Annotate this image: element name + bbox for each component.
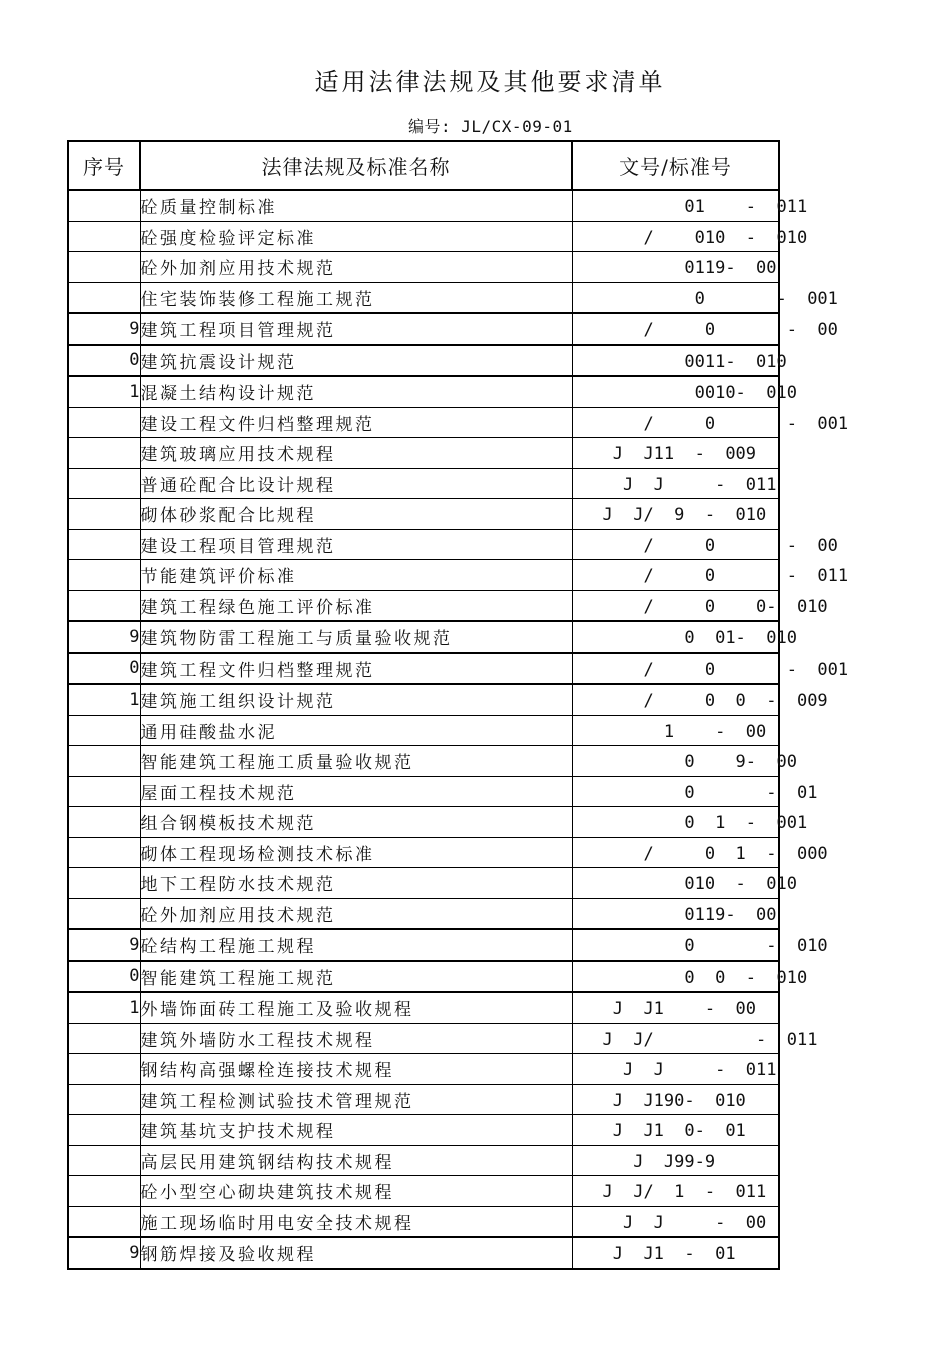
row-regulation-name: 砼质量控制标准 bbox=[140, 190, 572, 221]
row-seq bbox=[68, 499, 140, 530]
row-regulation-name: 建设工程文件归档整理规范 bbox=[140, 407, 572, 438]
row-standard-code: J J - 011 bbox=[602, 1060, 777, 1080]
table-row bbox=[68, 282, 779, 313]
row-code-cell bbox=[572, 776, 818, 807]
row-code-cell bbox=[572, 221, 808, 252]
row-regulation-name: 通用硅酸盐水泥 bbox=[140, 715, 572, 746]
row-seq: 9 bbox=[68, 621, 140, 653]
table-row bbox=[68, 653, 779, 685]
table-row bbox=[68, 252, 779, 283]
row-seq: 0 bbox=[68, 961, 140, 993]
table-row bbox=[68, 345, 779, 377]
row-seq bbox=[68, 776, 140, 807]
row-seq bbox=[68, 590, 140, 621]
row-regulation-name: 智能建筑工程施工质量验收规范 bbox=[140, 746, 572, 777]
row-standard-code: 0 9- 00 bbox=[602, 752, 797, 772]
row-seq: 1 bbox=[68, 376, 140, 407]
row-seq: 0 bbox=[68, 345, 140, 377]
row-standard-code: 1 - 00 bbox=[602, 721, 767, 742]
row-seq bbox=[68, 1054, 140, 1085]
row-seq bbox=[68, 868, 140, 899]
row-code-cell bbox=[572, 1115, 779, 1146]
row-seq bbox=[68, 468, 140, 499]
row-regulation-name: 住宅装饰装修工程施工规范 bbox=[140, 282, 572, 313]
row-code-cell bbox=[572, 1145, 779, 1176]
row-standard-code: 0 01- 010 bbox=[602, 628, 797, 648]
row-standard-code: / 0 - 011 bbox=[602, 566, 849, 586]
row-seq bbox=[68, 1115, 140, 1146]
row-standard-code: 0 - 001 bbox=[602, 288, 838, 309]
table-row bbox=[68, 407, 779, 438]
column-header-code: 文号/标准号 bbox=[572, 141, 779, 190]
row-code-cell bbox=[572, 376, 797, 407]
row-seq bbox=[68, 560, 140, 591]
row-regulation-name: 地下工程防水技术规范 bbox=[140, 868, 572, 899]
row-regulation-name: 建筑基坑支护技术规程 bbox=[140, 1115, 572, 1146]
row-standard-code: J J1 - 00 bbox=[602, 999, 757, 1019]
row-standard-code: / 0 1 - 000 bbox=[602, 843, 828, 864]
row-seq bbox=[68, 898, 140, 929]
row-regulation-name: 建筑工程检测试验技术管理规范 bbox=[140, 1084, 572, 1115]
row-seq bbox=[68, 1023, 140, 1054]
row-regulation-name: 钢筋焊接及验收规程 bbox=[140, 1237, 572, 1269]
row-regulation-name: 砼外加剂应用技术规范 bbox=[140, 898, 572, 929]
table-row bbox=[68, 621, 779, 653]
table-row bbox=[68, 961, 779, 993]
table-row bbox=[68, 190, 779, 221]
row-standard-code: 0 - 010 bbox=[602, 936, 828, 956]
table-row bbox=[68, 776, 779, 807]
row-seq bbox=[68, 1206, 140, 1237]
row-code-cell bbox=[572, 1176, 779, 1207]
row-code-cell bbox=[572, 560, 849, 591]
row-code-cell bbox=[572, 468, 779, 499]
table-row bbox=[68, 560, 779, 591]
row-standard-code: 0 0 - 010 bbox=[602, 967, 808, 988]
row-code-cell bbox=[572, 837, 828, 868]
table-row bbox=[68, 376, 779, 407]
table-row bbox=[68, 807, 779, 838]
table-row bbox=[68, 715, 779, 746]
row-seq bbox=[68, 1145, 140, 1176]
row-seq bbox=[68, 190, 140, 221]
row-regulation-name: 高层民用建筑钢结构技术规程 bbox=[140, 1145, 572, 1176]
table-row bbox=[68, 1054, 779, 1085]
row-regulation-name: 建筑工程绿色施工评价标准 bbox=[140, 590, 572, 621]
row-code-cell bbox=[572, 868, 797, 899]
row-code-cell bbox=[572, 1206, 779, 1237]
row-regulation-name: 组合钢模板技术规范 bbox=[140, 807, 572, 838]
row-regulation-name: 砼小型空心砌块建筑技术规程 bbox=[140, 1176, 572, 1207]
table-row bbox=[68, 438, 779, 469]
row-standard-code: / 0 - 00 bbox=[602, 320, 838, 340]
row-seq: 1 bbox=[68, 684, 140, 715]
table-row bbox=[68, 746, 779, 777]
row-standard-code: 0119- 00 bbox=[602, 258, 777, 278]
row-seq bbox=[68, 1084, 140, 1115]
row-standard-code: 0011- 010 bbox=[602, 351, 787, 372]
row-code-cell bbox=[572, 499, 779, 530]
row-regulation-name: 建筑抗震设计规范 bbox=[140, 345, 572, 377]
row-regulation-name: 砌体工程现场检测技术标准 bbox=[140, 837, 572, 868]
row-standard-code: / 0 - 001 bbox=[602, 413, 849, 434]
row-code-cell bbox=[572, 345, 787, 377]
document-number: 编号: JL/CX-09-01 bbox=[408, 117, 573, 136]
row-standard-code: / 0 0- 010 bbox=[602, 596, 828, 617]
row-code-cell bbox=[572, 992, 779, 1023]
row-code-cell bbox=[572, 746, 797, 777]
row-code-cell bbox=[572, 1237, 779, 1269]
row-seq bbox=[68, 746, 140, 777]
row-seq bbox=[68, 715, 140, 746]
row-regulation-name: 砼结构工程施工规程 bbox=[140, 929, 572, 961]
table-row bbox=[68, 1115, 779, 1146]
table-row bbox=[68, 499, 779, 530]
row-code-cell bbox=[572, 961, 808, 993]
page-title: 适用法律法规及其他要求清单 bbox=[314, 68, 666, 96]
row-standard-code: J J11 - 009 bbox=[602, 444, 757, 464]
row-standard-code: / 0 - 00 bbox=[602, 535, 838, 556]
row-standard-code: / 0 0 - 009 bbox=[602, 691, 828, 711]
table-row bbox=[68, 1084, 779, 1115]
row-seq: 1 bbox=[68, 992, 140, 1023]
row-code-cell bbox=[572, 807, 808, 838]
table-row bbox=[68, 468, 779, 499]
table-row bbox=[68, 1145, 779, 1176]
row-standard-code: J J/ - 011 bbox=[602, 1029, 818, 1050]
row-regulation-name: 砼强度检验评定标准 bbox=[140, 221, 572, 252]
row-regulation-name: 屋面工程技术规范 bbox=[140, 776, 572, 807]
row-regulation-name: 砼外加剂应用技术规范 bbox=[140, 252, 572, 283]
row-code-cell bbox=[572, 282, 838, 313]
table-row bbox=[68, 868, 779, 899]
row-standard-code: J J - 011 bbox=[602, 474, 777, 495]
row-code-cell bbox=[572, 1023, 818, 1054]
table-row bbox=[68, 590, 779, 621]
row-regulation-name: 智能建筑工程施工规范 bbox=[140, 961, 572, 993]
row-standard-code: / 010 - 010 bbox=[602, 227, 808, 248]
table-row bbox=[68, 1023, 779, 1054]
row-regulation-name: 建筑物防雷工程施工与质量验收规范 bbox=[140, 621, 572, 653]
row-code-cell bbox=[572, 407, 849, 438]
row-seq bbox=[68, 252, 140, 283]
row-regulation-name: 钢结构高强螺栓连接技术规程 bbox=[140, 1054, 572, 1085]
row-seq: 9 bbox=[68, 1237, 140, 1269]
table-row bbox=[68, 992, 779, 1023]
row-seq bbox=[68, 282, 140, 313]
row-regulation-name: 建筑外墙防水工程技术规程 bbox=[140, 1023, 572, 1054]
table-row bbox=[68, 221, 779, 252]
row-seq bbox=[68, 807, 140, 838]
row-standard-code: J J190- 010 bbox=[602, 1090, 746, 1111]
row-regulation-name: 砌体砂浆配合比规程 bbox=[140, 499, 572, 530]
table-row bbox=[68, 929, 779, 961]
row-seq bbox=[68, 1176, 140, 1207]
column-header-name: 法律法规及标准名称 bbox=[140, 141, 572, 190]
row-regulation-name: 节能建筑评价标准 bbox=[140, 560, 572, 591]
row-seq bbox=[68, 837, 140, 868]
table-row bbox=[68, 898, 779, 929]
row-seq bbox=[68, 221, 140, 252]
table-row bbox=[68, 529, 779, 560]
row-regulation-name: 建筑施工组织设计规范 bbox=[140, 684, 572, 715]
column-header-seq: 序号 bbox=[68, 141, 140, 190]
row-code-cell bbox=[572, 929, 828, 961]
row-standard-code: J J - 00 bbox=[602, 1212, 767, 1233]
row-code-cell bbox=[572, 313, 838, 345]
row-regulation-name: 建筑工程文件归档整理规范 bbox=[140, 653, 572, 685]
row-regulation-name: 建筑玻璃应用技术规程 bbox=[140, 438, 572, 469]
row-code-cell bbox=[572, 1084, 779, 1115]
row-code-cell bbox=[572, 621, 797, 653]
row-code-cell bbox=[572, 438, 779, 469]
row-seq: 9 bbox=[68, 313, 140, 345]
row-code-cell bbox=[572, 715, 779, 746]
row-code-cell bbox=[572, 252, 779, 283]
row-seq: 9 bbox=[68, 929, 140, 961]
table-header-row bbox=[68, 141, 779, 190]
row-regulation-name: 混凝土结构设计规范 bbox=[140, 376, 572, 407]
table-row bbox=[68, 684, 779, 715]
row-standard-code: 0010- 010 bbox=[602, 383, 797, 403]
row-standard-code: J J1 - 01 bbox=[602, 1244, 736, 1264]
row-standard-code: 01 - 011 bbox=[602, 197, 808, 217]
row-standard-code: J J99-9 bbox=[602, 1151, 716, 1172]
row-code-cell bbox=[572, 190, 808, 221]
row-code-cell bbox=[572, 653, 849, 685]
row-code-cell bbox=[572, 898, 779, 929]
row-seq bbox=[68, 438, 140, 469]
row-standard-code: 0 1 - 001 bbox=[602, 813, 808, 833]
row-code-cell bbox=[572, 529, 838, 560]
row-standard-code: J J1 0- 01 bbox=[602, 1121, 746, 1141]
row-regulation-name: 普通砼配合比设计规程 bbox=[140, 468, 572, 499]
row-regulation-name: 建设工程项目管理规范 bbox=[140, 529, 572, 560]
row-standard-code: 010 - 010 bbox=[602, 874, 797, 894]
table-row bbox=[68, 1206, 779, 1237]
row-standard-code: 0119- 00 bbox=[602, 904, 777, 925]
row-standard-code: / 0 - 001 bbox=[602, 659, 849, 680]
row-regulation-name: 外墙饰面砖工程施工及验收规程 bbox=[140, 992, 572, 1023]
row-standard-code: 0 - 01 bbox=[602, 782, 818, 803]
row-seq bbox=[68, 407, 140, 438]
row-code-cell bbox=[572, 684, 828, 715]
table-row bbox=[68, 837, 779, 868]
row-standard-code: J J/ 9 - 010 bbox=[602, 505, 767, 525]
table-row bbox=[68, 1176, 779, 1207]
regulations-table bbox=[67, 140, 849, 1270]
row-regulation-name: 建筑工程项目管理规范 bbox=[140, 313, 572, 345]
row-code-cell bbox=[572, 590, 828, 621]
row-seq bbox=[68, 529, 140, 560]
row-seq: 0 bbox=[68, 653, 140, 685]
row-regulation-name: 施工现场临时用电安全技术规程 bbox=[140, 1206, 572, 1237]
row-code-cell bbox=[572, 1054, 779, 1085]
table-row bbox=[68, 313, 779, 345]
row-standard-code: J J/ 1 - 011 bbox=[602, 1182, 767, 1202]
table-row bbox=[68, 1237, 779, 1269]
